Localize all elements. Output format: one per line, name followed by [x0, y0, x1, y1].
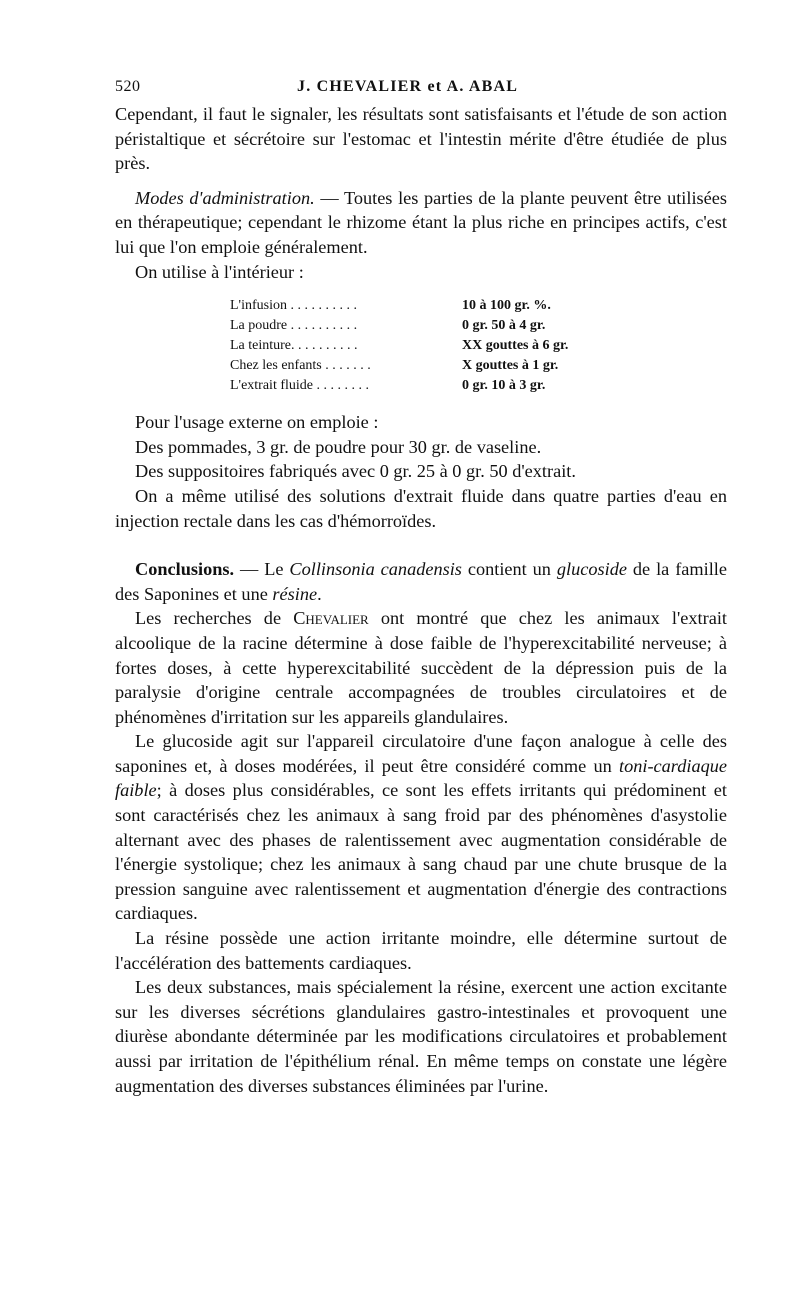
- glucoside-text: ; à doses plus considérables, ce sont les effets irritants qui prédominent et sont caractérisés chez les animaux à sang froid par des phénomènes d'asystolie alternant avec des phases de ralentissement avec augmentation considérable de l'énergie systolique; chez les animaux à sang chaud par une chute brusque de la pression sanguine avec ralentissement et augmentation d'énergie des contractions cardiaques.: [115, 780, 727, 924]
- resine-term: résine: [272, 583, 318, 604]
- dosage-item: Chez les enfants . . . . . . .: [230, 358, 371, 374]
- page-number: 520: [115, 78, 141, 95]
- glucoside-text: Le glucoside agit sur l'appareil circulatoire d'une façon analogue à celle des saponines et, à doses modérées, il peut être considéré comme un: [115, 731, 727, 776]
- external-intro: Pour l'usage externe on emploie :: [135, 412, 379, 433]
- page: [115, 72, 727, 1098]
- table-row: [230, 316, 568, 336]
- modes-text: — Toutes les parties de la plante peuvent être utilisées en thérapeutique; cependant le rhizome étant la plus riche en principes actifs, c'est lui que l'on emploie généralement.: [115, 187, 727, 257]
- paragraph-resine: La résine possède une action irritante moindre, elle détermine surtout de l'accélération des battements cardiaques.: [115, 928, 727, 973]
- conclusions-text: contient un: [461, 559, 557, 580]
- author-name: Chevalier: [293, 608, 369, 629]
- paragraph-substances: Les deux substances, mais spécialement la résine, exercent une action excitante sur les diverses sécrétions glandulaires gastro-intestinales et provoquent une diurèse abondante déterminée par les modifications circulatoires et probablement aussi par irritation de l'épithélium rénal. En même temps on constate une légère augmentation des diverses substances éliminées par l'urine.: [115, 977, 727, 1096]
- species-name: Collinsonia canadensis: [289, 559, 462, 580]
- conclusions-text: de la famille des Saponines et une: [115, 559, 727, 604]
- dosage-item: La teinture. . . . . . . . . .: [230, 338, 358, 354]
- dosage-item: L'extrait fluide . . . . . . . .: [230, 378, 369, 394]
- running-header: [115, 72, 727, 102]
- table-row: [230, 296, 568, 316]
- chevalier-text: ont montré que chez les animaux l'extrait alcoolique de la racine détermine à dose faible de l'hyperexcitabilité nerveuse; à fortes doses, à cette hyperexcitabilité succèdent de la dépression puis de la paralysie d'origine centrale accompagnées de troubles circulatoires et de phénomènes d'irritation sur les appareils glandulaires.: [115, 608, 727, 727]
- dosage-table: [230, 296, 568, 396]
- paragraph-conclusions: [115, 557, 727, 606]
- table-row: [230, 356, 568, 376]
- dosage-item: L'infusion . . . . . . . . . .: [230, 298, 357, 314]
- conclusions-heading: Conclusions.: [135, 559, 235, 580]
- conclusions-text: — Le: [234, 559, 290, 580]
- table-row: [230, 376, 568, 396]
- dosage-value: 10 à 100 gr. %.: [462, 298, 551, 314]
- dosage-value: XX gouttes à 6 gr.: [462, 338, 569, 354]
- dosage-value: X gouttes à 1 gr.: [462, 358, 559, 374]
- glucoside-term: glucoside: [556, 559, 627, 580]
- dosage-value: 0 gr. 10 à 3 gr.: [462, 378, 546, 394]
- chevalier-text: Les recherches de: [135, 608, 294, 629]
- table-row: [230, 336, 568, 356]
- conclusions-text: .: [317, 583, 322, 604]
- paragraph-chevalier: [115, 606, 727, 729]
- paragraph-modes: [115, 186, 727, 260]
- modes-heading: Modes d'administration.: [135, 187, 315, 208]
- interior-intro: On utilise à l'intérieur :: [135, 261, 304, 282]
- dosage-value: 0 gr. 50 à 4 gr.: [462, 318, 546, 334]
- paragraph-glucoside: [115, 729, 727, 926]
- external-line-suppositoires: Des suppositoires fabriqués avec 0 gr. 25 à 0 gr. 50 d'extrait.: [135, 461, 576, 482]
- running-title: J. CHEVALIER et A. ABAL: [297, 78, 519, 95]
- paragraph-intro: Cependant, il faut le signaler, les résultats sont satisfaisants et l'étude de son action péristaltique et sécrétoire sur l'estomac et l'intestin mérite d'être étudiée de plus près.: [115, 104, 727, 174]
- external-line-pommades: Des pommades, 3 gr. de poudre pour 30 gr. de vaseline.: [135, 436, 542, 457]
- external-line-injection: On a même utilisé des solutions d'extrait fluide dans quatre parties d'eau en injection rectale dans les cas d'hémorroïdes.: [115, 485, 727, 531]
- toni-cardiaque-term: toni-cardiaque faible: [115, 755, 727, 801]
- dosage-item: La poudre . . . . . . . . . .: [230, 318, 358, 334]
